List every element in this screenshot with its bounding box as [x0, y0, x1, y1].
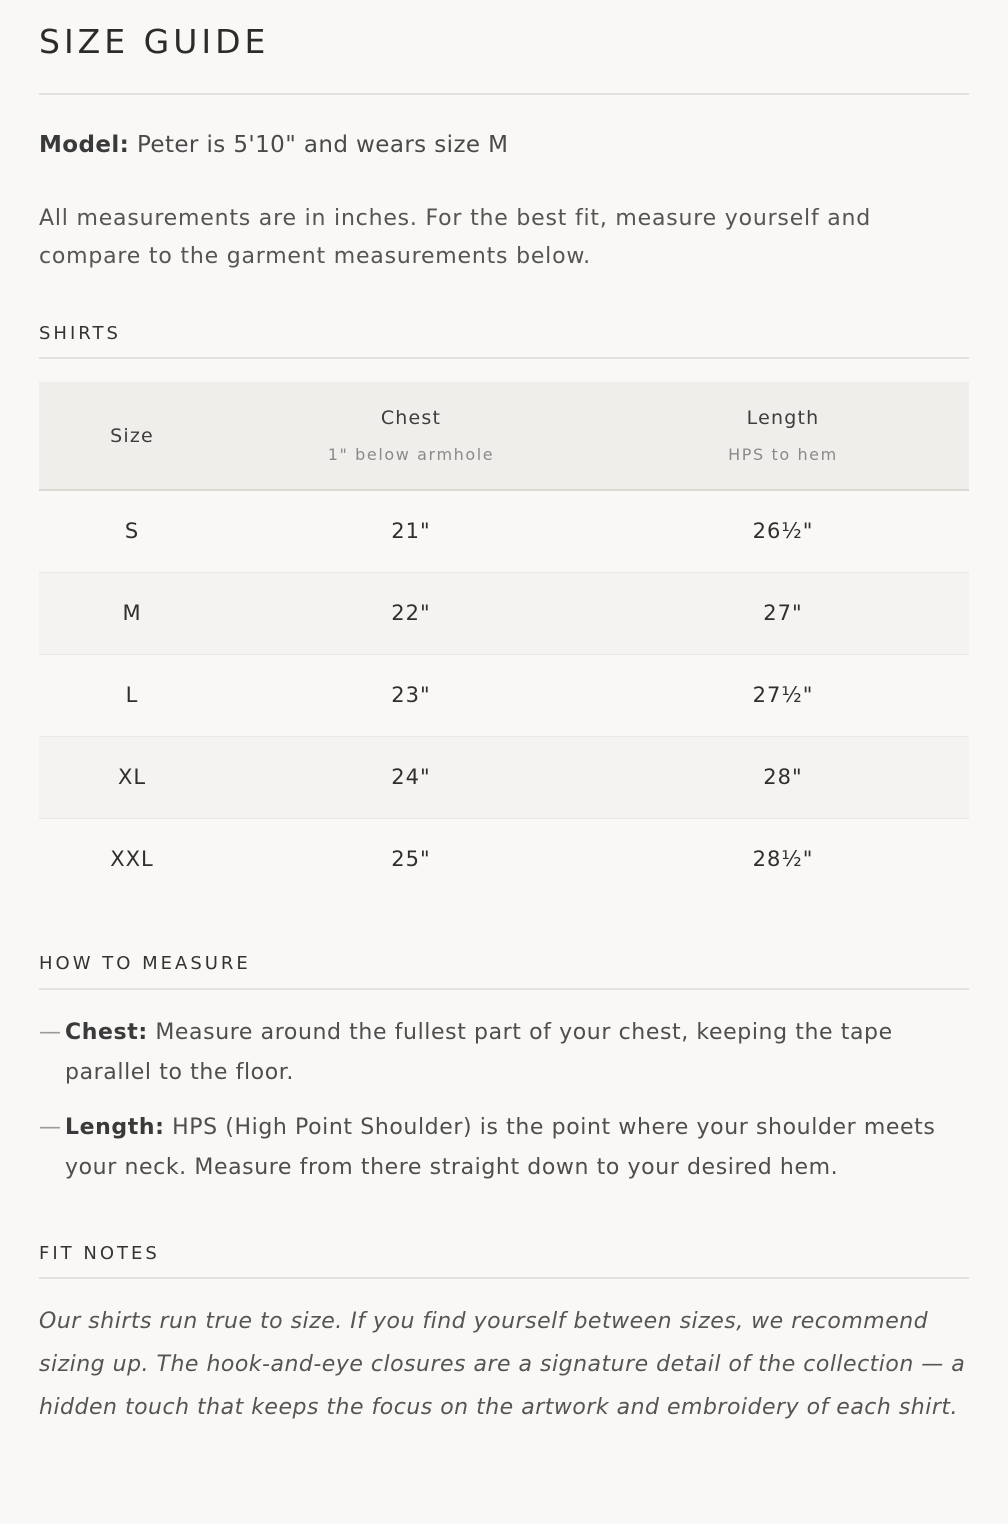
- fit-notes-divider: [39, 1277, 969, 1279]
- fit-notes-heading: FIT NOTES: [39, 1243, 160, 1264]
- chest-column-header: [225, 382, 597, 490]
- length-column-header: [597, 382, 969, 490]
- model-text: Peter is 5'10" and wears size M: [129, 132, 509, 158]
- table-row: [39, 736, 969, 818]
- length-cell: 28½": [752, 847, 814, 872]
- page-title: SIZE GUIDE: [39, 22, 270, 61]
- chest-header-subtitle: 1" below armhole: [327, 445, 495, 464]
- model-label: Model:: [39, 132, 130, 158]
- table-header-row: [39, 382, 969, 490]
- length-cell: 28": [763, 765, 803, 789]
- measure-item-text: [39, 1108, 969, 1188]
- size-column-header: [39, 382, 225, 490]
- measure-item-length: [39, 1108, 969, 1188]
- table-row: [39, 572, 969, 654]
- chest-cell: 25": [391, 847, 431, 872]
- length-cell: 27½": [752, 683, 814, 707]
- table-row: [39, 818, 969, 900]
- length-header-label: Length: [746, 407, 820, 429]
- model-info: [39, 132, 508, 158]
- how-to-measure-heading: HOW TO MEASURE: [39, 953, 251, 974]
- size-header-label: Size: [110, 424, 154, 447]
- size-table: [39, 382, 969, 900]
- measure-item-text: [39, 1013, 969, 1093]
- measure-item-label: Length:: [65, 1115, 165, 1140]
- shirts-heading: SHIRTS: [39, 323, 121, 344]
- length-cell: 27": [763, 601, 803, 625]
- size-cell: XXL: [110, 847, 154, 872]
- chest-cell: 21": [391, 519, 431, 544]
- dash-bullet: —: [39, 1020, 62, 1045]
- size-cell: L: [125, 683, 139, 707]
- table-row: [39, 490, 969, 572]
- measure-item-description: HPS (High Point Shoulder) is the point where your shoulder meets your neck. Measure from there straight down to your desired hem.: [65, 1115, 936, 1180]
- chest-cell: 23": [391, 683, 431, 707]
- chest-cell: 22": [391, 601, 431, 625]
- size-cell: XL: [117, 765, 147, 789]
- chest-header-label: Chest: [380, 407, 442, 429]
- how-to-measure-divider: [39, 988, 969, 990]
- measure-item-label: Chest:: [65, 1020, 148, 1045]
- dash-bullet: —: [39, 1115, 62, 1140]
- title-divider: [39, 93, 969, 95]
- table-row: [39, 654, 969, 736]
- size-cell: M: [122, 601, 142, 625]
- measure-item-chest: [39, 1013, 969, 1093]
- chest-cell: 24": [391, 765, 431, 789]
- shirts-divider: [39, 357, 969, 359]
- measure-item-description: Measure around the fullest part of your chest, keeping the tape parallel to the floor.: [65, 1020, 893, 1085]
- length-header-subtitle: HPS to hem: [728, 445, 838, 464]
- intro-text: All measurements are in inches. For the best fit, measure yourself and compare to the garment measurements below.: [39, 206, 872, 269]
- size-cell: S: [124, 519, 140, 544]
- fit-notes-text: Our shirts run true to size. If you find yourself between sizes, we recommend sizing up. The hook-and-eye closures are a signature detail of the collection — a hidden touch that keeps the focus on the artwork and embroidery of each shirt.: [39, 1309, 966, 1420]
- length-cell: 26½": [752, 519, 814, 544]
